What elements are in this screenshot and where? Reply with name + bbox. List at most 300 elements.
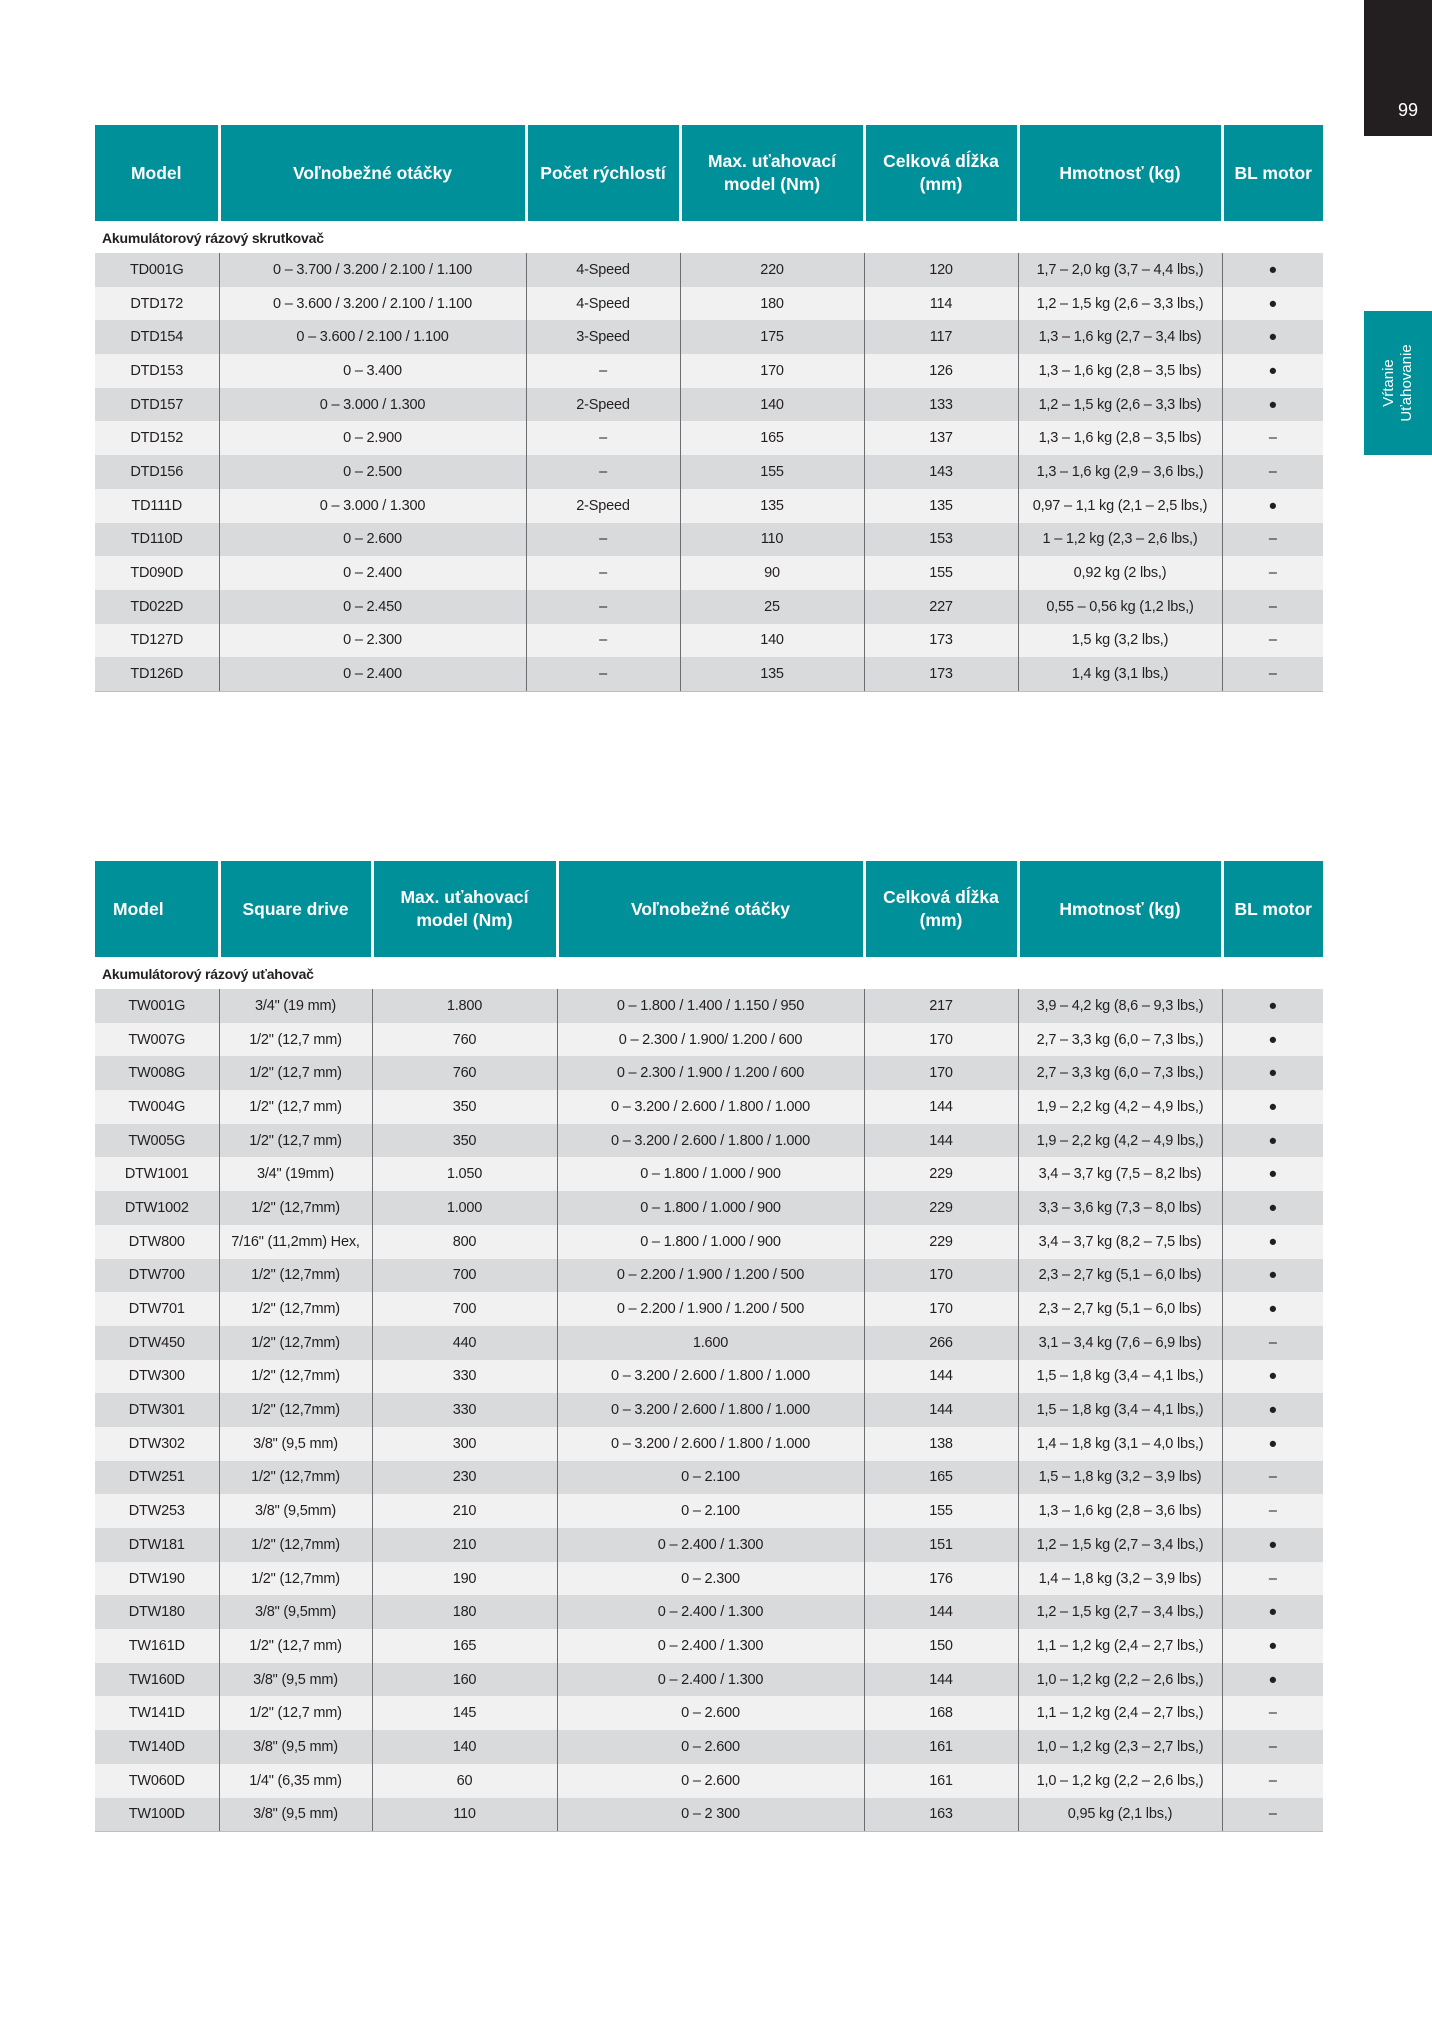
table-cell: 1,3 – 1,6 kg (2,8 – 3,5 lbs) <box>1018 421 1222 455</box>
table-cell: 0 – 2.400 / 1.300 <box>557 1629 864 1663</box>
table-row <box>95 1663 1323 1697</box>
cell-bl-motor: – <box>1222 455 1323 489</box>
cell-model: TW007G <box>95 1023 219 1057</box>
table-row <box>95 989 1323 1023</box>
table-cell: – <box>526 657 680 691</box>
table-cell: 1,0 – 1,2 kg (2,3 – 2,7 lbs,) <box>1018 1730 1222 1764</box>
table-cell: – <box>526 590 680 624</box>
table-row <box>95 1326 1323 1360</box>
table-cell: 114 <box>864 287 1018 321</box>
cell-bl-motor: – <box>1222 657 1323 691</box>
table-cell: 0,55 – 0,56 kg (1,2 lbs,) <box>1018 590 1222 624</box>
table-cell: 1,3 – 1,6 kg (2,8 – 3,5 lbs) <box>1018 354 1222 388</box>
table-cell: 176 <box>864 1562 1018 1596</box>
table-cell: 1/2" (12,7 mm) <box>219 1124 372 1158</box>
table-row <box>95 1696 1323 1730</box>
table-cell: 440 <box>372 1326 557 1360</box>
screwdriver-spec-table <box>95 125 1323 692</box>
cell-model: TW001G <box>95 989 219 1023</box>
table-cell: 3/8" (9,5mm) <box>219 1595 372 1629</box>
table-cell: 0,97 – 1,1 kg (2,1 – 2,5 lbs,) <box>1018 489 1222 523</box>
cell-model: DTW450 <box>95 1326 219 1360</box>
cell-bl-motor: ● <box>1222 1259 1323 1293</box>
category-label: Akumulátorový rázový skrutkovač <box>95 222 1323 253</box>
table-cell: 60 <box>372 1764 557 1798</box>
table-cell: 1,9 – 2,2 kg (4,2 – 4,9 lbs,) <box>1018 1124 1222 1158</box>
cell-bl-motor: ● <box>1222 1629 1323 1663</box>
table-cell: 170 <box>864 1259 1018 1293</box>
table-cell: 0 – 2.600 <box>557 1696 864 1730</box>
table-cell: 1/2" (12,7 mm) <box>219 1090 372 1124</box>
col-header-idle-speed: Voľnobežné otáčky <box>219 125 526 222</box>
table-cell: 144 <box>864 1360 1018 1394</box>
table-cell: 135 <box>680 657 864 691</box>
table-cell: 126 <box>864 354 1018 388</box>
table-cell: 1,4 kg (3,1 lbs,) <box>1018 657 1222 691</box>
cell-model: DTD154 <box>95 320 219 354</box>
table-cell: 170 <box>864 1292 1018 1326</box>
table-cell: 1,3 – 1,6 kg (2,9 – 3,6 lbs,) <box>1018 455 1222 489</box>
table-cell: 0 – 3.200 / 2.600 / 1.800 / 1.000 <box>557 1360 864 1394</box>
impact-wrench-spec-table <box>95 861 1323 1832</box>
cell-model: TD127D <box>95 624 219 658</box>
table-cell: 0 – 2.200 / 1.900 / 1.200 / 500 <box>557 1259 864 1293</box>
cell-bl-motor: ● <box>1222 1663 1323 1697</box>
table-row <box>95 1494 1323 1528</box>
table-row <box>95 388 1323 422</box>
cell-bl-motor: ● <box>1222 1191 1323 1225</box>
table-cell: 700 <box>372 1259 557 1293</box>
table-cell: 1,3 – 1,6 kg (2,8 – 3,6 lbs) <box>1018 1494 1222 1528</box>
table-cell: 175 <box>680 320 864 354</box>
table-cell: 1/2" (12,7mm) <box>219 1191 372 1225</box>
cell-bl-motor: ● <box>1222 1225 1323 1259</box>
table-cell: 145 <box>372 1696 557 1730</box>
cell-model: DTD153 <box>95 354 219 388</box>
table-cell: 0 – 3.000 / 1.300 <box>219 489 526 523</box>
page-number-tab <box>1364 0 1432 136</box>
table-cell: 0 – 2.400 <box>219 657 526 691</box>
category-row <box>95 222 1323 253</box>
table-cell: 170 <box>864 1056 1018 1090</box>
cell-model: DTW302 <box>95 1427 219 1461</box>
table-cell: 144 <box>864 1393 1018 1427</box>
table-cell: 135 <box>680 489 864 523</box>
table-cell: 168 <box>864 1696 1018 1730</box>
table-cell: 2,3 – 2,7 kg (5,1 – 6,0 lbs) <box>1018 1259 1222 1293</box>
table-cell: 800 <box>372 1225 557 1259</box>
table-row <box>95 1090 1323 1124</box>
table-row <box>95 1798 1323 1832</box>
table-row <box>95 657 1323 691</box>
table-cell: 1.600 <box>557 1326 864 1360</box>
table-cell: 2,3 – 2,7 kg (5,1 – 6,0 lbs) <box>1018 1292 1222 1326</box>
table-cell: 0 – 2.300 / 1.900 / 1.200 / 600 <box>557 1056 864 1090</box>
table-row <box>95 523 1323 557</box>
cell-bl-motor: ● <box>1222 287 1323 321</box>
table-cell: 1,4 – 1,8 kg (3,1 – 4,0 lbs,) <box>1018 1427 1222 1461</box>
table-cell: 266 <box>864 1326 1018 1360</box>
section-tab-line1: Vŕtanie <box>1380 359 1397 407</box>
cell-bl-motor: ● <box>1222 1393 1323 1427</box>
cell-bl-motor: – <box>1222 1494 1323 1528</box>
table-cell: 1/4" (6,35 mm) <box>219 1764 372 1798</box>
col-header-model: Model <box>95 125 219 222</box>
table-cell: 0 – 1.800 / 1.000 / 900 <box>557 1225 864 1259</box>
cell-model: DTW301 <box>95 1393 219 1427</box>
table-cell: 1/2" (12,7mm) <box>219 1393 372 1427</box>
table-row <box>95 1629 1323 1663</box>
table-cell: 161 <box>864 1764 1018 1798</box>
cell-model: DTW701 <box>95 1292 219 1326</box>
table-row <box>95 354 1323 388</box>
table-cell: 1,4 – 1,8 kg (3,2 – 3,9 lbs) <box>1018 1562 1222 1596</box>
cell-model: DTD156 <box>95 455 219 489</box>
cell-bl-motor: – <box>1222 1461 1323 1495</box>
table-cell: 230 <box>372 1461 557 1495</box>
cell-model: DTW800 <box>95 1225 219 1259</box>
cell-model: TW008G <box>95 1056 219 1090</box>
cell-bl-motor: – <box>1222 1326 1323 1360</box>
table-cell: 760 <box>372 1023 557 1057</box>
table-cell: 1 – 1,2 kg (2,3 – 2,6 lbs,) <box>1018 523 1222 557</box>
table-header-row <box>95 861 1323 958</box>
section-tab-line2: Uťahovanie <box>1398 344 1415 422</box>
table-row <box>95 455 1323 489</box>
table-cell: 155 <box>680 455 864 489</box>
table-cell: 3/8" (9,5 mm) <box>219 1663 372 1697</box>
col-header-speed-count: Počet rýchlostí <box>526 125 680 222</box>
table-cell: 300 <box>372 1427 557 1461</box>
table-cell: 2,7 – 3,3 kg (6,0 – 7,3 lbs,) <box>1018 1023 1222 1057</box>
table-cell: 210 <box>372 1528 557 1562</box>
table-cell: 760 <box>372 1056 557 1090</box>
table-cell: 3,9 – 4,2 kg (8,6 – 9,3 lbs,) <box>1018 989 1222 1023</box>
table-cell: 350 <box>372 1090 557 1124</box>
table-cell: 150 <box>864 1629 1018 1663</box>
table-cell: 140 <box>372 1730 557 1764</box>
table-row <box>95 1595 1323 1629</box>
cell-model: DTD157 <box>95 388 219 422</box>
table-cell: 0 – 2.600 <box>557 1764 864 1798</box>
table-row <box>95 489 1323 523</box>
table-cell: 1,5 – 1,8 kg (3,4 – 4,1 lbs,) <box>1018 1393 1222 1427</box>
table-cell: 330 <box>372 1393 557 1427</box>
table-row <box>95 421 1323 455</box>
table-cell: 1.800 <box>372 989 557 1023</box>
table-row <box>95 1393 1323 1427</box>
table-cell: 0 – 2.600 <box>219 523 526 557</box>
cell-bl-motor: – <box>1222 1696 1323 1730</box>
cell-bl-motor: ● <box>1222 1023 1323 1057</box>
table-cell: 0 – 2.400 / 1.300 <box>557 1528 864 1562</box>
cell-model: TD111D <box>95 489 219 523</box>
cell-model: DTW1002 <box>95 1191 219 1225</box>
table-row <box>95 1157 1323 1191</box>
table-cell: 1/2" (12,7 mm) <box>219 1056 372 1090</box>
table-cell: 1/2" (12,7mm) <box>219 1562 372 1596</box>
table-cell: 165 <box>864 1461 1018 1495</box>
table-cell: 90 <box>680 556 864 590</box>
table-cell: 1,2 – 1,5 kg (2,6 – 3,3 lbs) <box>1018 388 1222 422</box>
table-cell: 155 <box>864 556 1018 590</box>
table-cell: 1,0 – 1,2 kg (2,2 – 2,6 lbs,) <box>1018 1663 1222 1697</box>
cell-bl-motor: – <box>1222 624 1323 658</box>
cell-model: DTW300 <box>95 1360 219 1394</box>
table-cell: 1,1 – 1,2 kg (2,4 – 2,7 lbs,) <box>1018 1696 1222 1730</box>
cell-bl-motor: – <box>1222 523 1323 557</box>
cell-bl-motor: ● <box>1222 1427 1323 1461</box>
table-cell: 0 – 3.200 / 2.600 / 1.800 / 1.000 <box>557 1090 864 1124</box>
table-cell: 0 – 3.700 / 3.200 / 2.100 / 1.100 <box>219 253 526 287</box>
table-cell: 1/2" (12,7 mm) <box>219 1629 372 1663</box>
table-row <box>95 253 1323 287</box>
cell-bl-motor: ● <box>1222 489 1323 523</box>
cell-model: TW060D <box>95 1764 219 1798</box>
cell-bl-motor: – <box>1222 556 1323 590</box>
cell-bl-motor: ● <box>1222 1292 1323 1326</box>
table-cell: 0 – 2.600 <box>557 1730 864 1764</box>
category-row <box>95 958 1323 989</box>
table-cell: 1,9 – 2,2 kg (4,2 – 4,9 lbs,) <box>1018 1090 1222 1124</box>
table-cell: 2-Speed <box>526 388 680 422</box>
table-cell: – <box>526 455 680 489</box>
table-cell: 1,1 – 1,2 kg (2,4 – 2,7 lbs,) <box>1018 1629 1222 1663</box>
cell-model: TW140D <box>95 1730 219 1764</box>
table-cell: 144 <box>864 1124 1018 1158</box>
cell-bl-motor: – <box>1222 1730 1323 1764</box>
cell-model: TW160D <box>95 1663 219 1697</box>
table-cell: 140 <box>680 388 864 422</box>
cell-model: TD110D <box>95 523 219 557</box>
cell-bl-motor: ● <box>1222 1157 1323 1191</box>
col-header-length: Celková dĺžka (mm) <box>864 861 1018 958</box>
table-cell: 110 <box>680 523 864 557</box>
table-cell: 1/2" (12,7mm) <box>219 1528 372 1562</box>
cell-model: TW141D <box>95 1696 219 1730</box>
table-cell: 3/8" (9,5mm) <box>219 1494 372 1528</box>
table-cell: 1/2" (12,7mm) <box>219 1259 372 1293</box>
table-row <box>95 287 1323 321</box>
table-cell: 117 <box>864 320 1018 354</box>
table-cell: 0 – 2 300 <box>557 1798 864 1832</box>
cell-bl-motor: ● <box>1222 1124 1323 1158</box>
table-row <box>95 1191 1323 1225</box>
table-cell: – <box>526 421 680 455</box>
table-cell: 153 <box>864 523 1018 557</box>
table-cell: 1,5 – 1,8 kg (3,2 – 3,9 lbs) <box>1018 1461 1222 1495</box>
cell-bl-motor: ● <box>1222 1056 1323 1090</box>
table-row <box>95 1259 1323 1293</box>
category-label: Akumulátorový rázový uťahovač <box>95 958 1323 989</box>
section-tab[interactable] <box>1364 311 1432 455</box>
cell-model: DTW1001 <box>95 1157 219 1191</box>
table-row <box>95 320 1323 354</box>
cell-model: DTD172 <box>95 287 219 321</box>
table-cell: 180 <box>372 1595 557 1629</box>
cell-bl-motor: ● <box>1222 1360 1323 1394</box>
table-cell: 155 <box>864 1494 1018 1528</box>
table-cell: 0 – 2.100 <box>557 1494 864 1528</box>
table-cell: 1,5 – 1,8 kg (3,4 – 4,1 lbs,) <box>1018 1360 1222 1394</box>
table-cell: 0 – 2.400 / 1.300 <box>557 1595 864 1629</box>
table-cell: 3,1 – 3,4 kg (7,6 – 6,9 lbs) <box>1018 1326 1222 1360</box>
table-row <box>95 590 1323 624</box>
table-cell: 173 <box>864 657 1018 691</box>
table-cell: 165 <box>680 421 864 455</box>
table-cell: 0 – 2.900 <box>219 421 526 455</box>
table-cell: 138 <box>864 1427 1018 1461</box>
table-cell: 0 – 3.200 / 2.600 / 1.800 / 1.000 <box>557 1393 864 1427</box>
table-cell: 3,3 – 3,6 kg (7,3 – 8,0 lbs) <box>1018 1191 1222 1225</box>
cell-bl-motor: ● <box>1222 354 1323 388</box>
table-cell: 0 – 3.200 / 2.600 / 1.800 / 1.000 <box>557 1124 864 1158</box>
col-header-bl-motor: BL motor <box>1222 861 1323 958</box>
table-cell: 133 <box>864 388 1018 422</box>
table-cell: 3,4 – 3,7 kg (8,2 – 7,5 lbs) <box>1018 1225 1222 1259</box>
table-row <box>95 1461 1323 1495</box>
table-cell: 0 – 3.200 / 2.600 / 1.800 / 1.000 <box>557 1427 864 1461</box>
cell-model: DTW700 <box>95 1259 219 1293</box>
cell-model: DTW251 <box>95 1461 219 1495</box>
table-cell: 3/8" (9,5 mm) <box>219 1427 372 1461</box>
table-cell: 4-Speed <box>526 287 680 321</box>
table-cell: 0 – 2.450 <box>219 590 526 624</box>
col-header-idle-speed: Voľnobežné otáčky <box>557 861 864 958</box>
col-header-max-torque: Max. uťahovací model (Nm) <box>680 125 864 222</box>
cell-bl-motor: ● <box>1222 320 1323 354</box>
table-cell: 165 <box>372 1629 557 1663</box>
table-cell: 1.050 <box>372 1157 557 1191</box>
table-row <box>95 1528 1323 1562</box>
cell-bl-motor: – <box>1222 1798 1323 1832</box>
cell-model: DTW190 <box>95 1562 219 1596</box>
table-cell: 1/2" (12,7mm) <box>219 1326 372 1360</box>
table-row <box>95 1225 1323 1259</box>
col-header-bl-motor: BL motor <box>1222 125 1323 222</box>
table-cell: 120 <box>864 253 1018 287</box>
table-row <box>95 1730 1323 1764</box>
table-cell: 1,2 – 1,5 kg (2,7 – 3,4 lbs,) <box>1018 1528 1222 1562</box>
table-cell: 1/2" (12,7mm) <box>219 1292 372 1326</box>
cell-bl-motor: – <box>1222 1562 1323 1596</box>
table-cell: 3/8" (9,5 mm) <box>219 1730 372 1764</box>
cell-bl-motor: ● <box>1222 1528 1323 1562</box>
table-cell: 700 <box>372 1292 557 1326</box>
col-header-weight: Hmotnosť (kg) <box>1018 861 1222 958</box>
cell-bl-motor: ● <box>1222 1090 1323 1124</box>
cell-model: TW004G <box>95 1090 219 1124</box>
table-cell: 0 – 2.300 <box>219 624 526 658</box>
table-cell: 0 – 2.400 <box>219 556 526 590</box>
table-cell: 2,7 – 3,3 kg (6,0 – 7,3 lbs,) <box>1018 1056 1222 1090</box>
table-cell: 3/4" (19 mm) <box>219 989 372 1023</box>
table-cell: 1,2 – 1,5 kg (2,7 – 3,4 lbs,) <box>1018 1595 1222 1629</box>
table-row <box>95 624 1323 658</box>
table-cell: 210 <box>372 1494 557 1528</box>
table-cell: 0 – 3.000 / 1.300 <box>219 388 526 422</box>
table-cell: 1,5 kg (3,2 lbs,) <box>1018 624 1222 658</box>
table-cell: 160 <box>372 1663 557 1697</box>
table-cell: 0 – 1.800 / 1.000 / 900 <box>557 1157 864 1191</box>
table-cell: 144 <box>864 1595 1018 1629</box>
table-cell: – <box>526 556 680 590</box>
table-cell: 0 – 2.200 / 1.900 / 1.200 / 500 <box>557 1292 864 1326</box>
table-cell: 1/2" (12,7 mm) <box>219 1023 372 1057</box>
cell-model: TD022D <box>95 590 219 624</box>
table-cell: 180 <box>680 287 864 321</box>
table-cell: 229 <box>864 1191 1018 1225</box>
table-cell: 0,95 kg (2,1 lbs,) <box>1018 1798 1222 1832</box>
table-cell: 0 – 3.400 <box>219 354 526 388</box>
table-cell: 170 <box>680 354 864 388</box>
table-cell: 0 – 1.800 / 1.400 / 1.150 / 950 <box>557 989 864 1023</box>
table-cell: 2-Speed <box>526 489 680 523</box>
table-cell: 0 – 1.800 / 1.000 / 900 <box>557 1191 864 1225</box>
cell-bl-motor: ● <box>1222 253 1323 287</box>
col-header-square-drive: Square drive <box>219 861 372 958</box>
table-cell: 229 <box>864 1157 1018 1191</box>
table-cell: 0 – 2.300 <box>557 1562 864 1596</box>
cell-model: DTW253 <box>95 1494 219 1528</box>
table-row <box>95 1124 1323 1158</box>
table-cell: – <box>526 354 680 388</box>
col-header-model: Model <box>95 861 219 958</box>
table-row <box>95 1764 1323 1798</box>
table-cell: 1,7 – 2,0 kg (3,7 – 4,4 lbs,) <box>1018 253 1222 287</box>
table-cell: 1/2" (12,7 mm) <box>219 1696 372 1730</box>
table-cell: 229 <box>864 1225 1018 1259</box>
cell-model: TW100D <box>95 1798 219 1832</box>
table-cell: 173 <box>864 624 1018 658</box>
cell-model: DTW180 <box>95 1595 219 1629</box>
table-cell: 1/2" (12,7mm) <box>219 1360 372 1394</box>
table-cell: 140 <box>680 624 864 658</box>
table-row <box>95 1360 1323 1394</box>
col-header-length: Celková dĺžka (mm) <box>864 125 1018 222</box>
table-cell: 7/16" (11,2mm) Hex, <box>219 1225 372 1259</box>
cell-model: DTW181 <box>95 1528 219 1562</box>
section-tab-label <box>1380 344 1416 421</box>
table-cell: 3/4" (19mm) <box>219 1157 372 1191</box>
table-row <box>95 1427 1323 1461</box>
cell-model: TW005G <box>95 1124 219 1158</box>
table-cell: 137 <box>864 421 1018 455</box>
col-header-weight: Hmotnosť (kg) <box>1018 125 1222 222</box>
cell-model: DTD152 <box>95 421 219 455</box>
table-row <box>95 1562 1323 1596</box>
table-cell: 220 <box>680 253 864 287</box>
cell-model: TD126D <box>95 657 219 691</box>
table-row <box>95 1292 1323 1326</box>
table-cell: 190 <box>372 1562 557 1596</box>
table-row <box>95 1056 1323 1090</box>
table-cell: 3,4 – 3,7 kg (7,5 – 8,2 lbs) <box>1018 1157 1222 1191</box>
cell-model: TD001G <box>95 253 219 287</box>
table-cell: 135 <box>864 489 1018 523</box>
table-cell: 143 <box>864 455 1018 489</box>
table-cell: 161 <box>864 1730 1018 1764</box>
table-cell: 170 <box>864 1023 1018 1057</box>
col-header-max-torque: Max. uťahovací model (Nm) <box>372 861 557 958</box>
table-cell: 163 <box>864 1798 1018 1832</box>
cell-bl-motor: – <box>1222 421 1323 455</box>
table-cell: 1.000 <box>372 1191 557 1225</box>
table-cell: 3-Speed <box>526 320 680 354</box>
table-cell: 0 – 2.400 / 1.300 <box>557 1663 864 1697</box>
cell-bl-motor: – <box>1222 590 1323 624</box>
table-row <box>95 556 1323 590</box>
